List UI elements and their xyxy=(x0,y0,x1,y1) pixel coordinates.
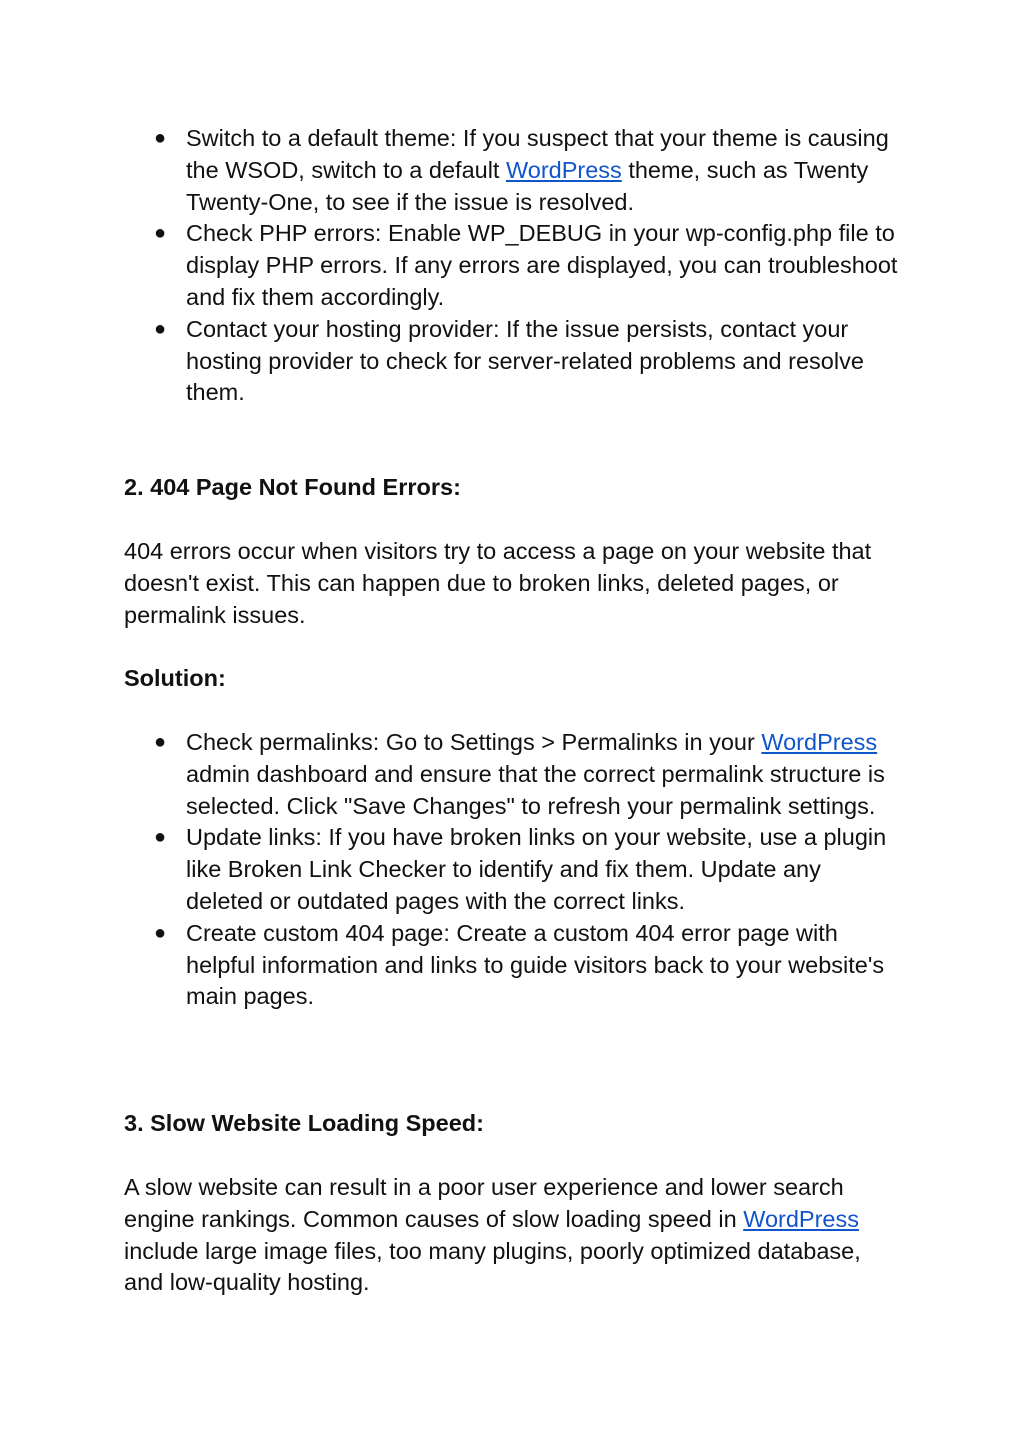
list-item-text: Update links: If you have broken links on your website, use a plugin like Broken Link Checker to identify and fix them. Update any deleted or outdated pages with the correct links. xyxy=(186,824,887,914)
list-item-text: Contact your hosting provider: If the issue persists, contact your hosting provider to check for server-related problems and resolve them. xyxy=(186,315,864,406)
bullet-icon: ● xyxy=(154,317,167,340)
paragraph-text: A slow website can result in a poor user experience and lower search engine rankings. Common causes of slow loading speed in xyxy=(124,1174,844,1232)
wordpress-link[interactable]: WordPress xyxy=(506,156,622,183)
list-item-text: theme, such as Twenty Twenty-One, to see if the issue is resolved. xyxy=(186,156,869,215)
solution-label: Solution: xyxy=(124,665,226,691)
bullet-icon: ● xyxy=(154,222,167,245)
list-item-text: Switch to a default theme: If you suspect that your theme is causing the WSOD, switch to a default xyxy=(186,125,889,183)
bullet-icon: ● xyxy=(154,127,167,149)
list-item-text: Create custom 404 page: Create a custom 404 error page with helpful information and links to guide visitors back to your website's main pages. xyxy=(186,919,885,1010)
list-item xyxy=(0,822,1024,917)
list-item xyxy=(0,123,1024,218)
bullet-icon: ● xyxy=(154,826,167,849)
troubleshooting-list-wsod xyxy=(0,123,1024,409)
list-item xyxy=(0,314,1024,409)
section-paragraph-404: 404 errors occur when visitors try to access a page on your website that doesn't exist. This can happen due to broken links, deleted pages, or permalink issues. xyxy=(124,538,872,628)
list-item-text: Check PHP errors: Enable WP_DEBUG in your wp-config.php file to display PHP errors. If any errors are displayed, you can troubleshoot and fix them accordingly. xyxy=(186,220,898,310)
list-item xyxy=(0,918,1024,1013)
section-heading-404: 2. 404 Page Not Found Errors: xyxy=(124,474,461,500)
bullet-icon: ● xyxy=(154,921,167,944)
paragraph-text: include large image files, too many plugins, poorly optimized database, and low-quality hosting. xyxy=(124,1237,861,1296)
list-item-text: admin dashboard and ensure that the correct permalink structure is selected. Click "Save Changes" to refresh your permalink settings. xyxy=(186,760,885,819)
list-item xyxy=(0,727,1024,822)
troubleshooting-list-404 xyxy=(0,727,1024,1013)
section-heading-slow-speed: 3. Slow Website Loading Speed: xyxy=(124,1110,484,1136)
section-paragraph-slow-speed xyxy=(124,1172,904,1299)
list-item-text: Check permalinks: Go to Settings > Permalinks in your xyxy=(186,729,762,755)
wordpress-link[interactable]: WordPress xyxy=(743,1205,859,1232)
list-item xyxy=(0,218,1024,313)
wordpress-link[interactable]: WordPress xyxy=(761,729,878,755)
bullet-icon: ● xyxy=(154,731,167,753)
